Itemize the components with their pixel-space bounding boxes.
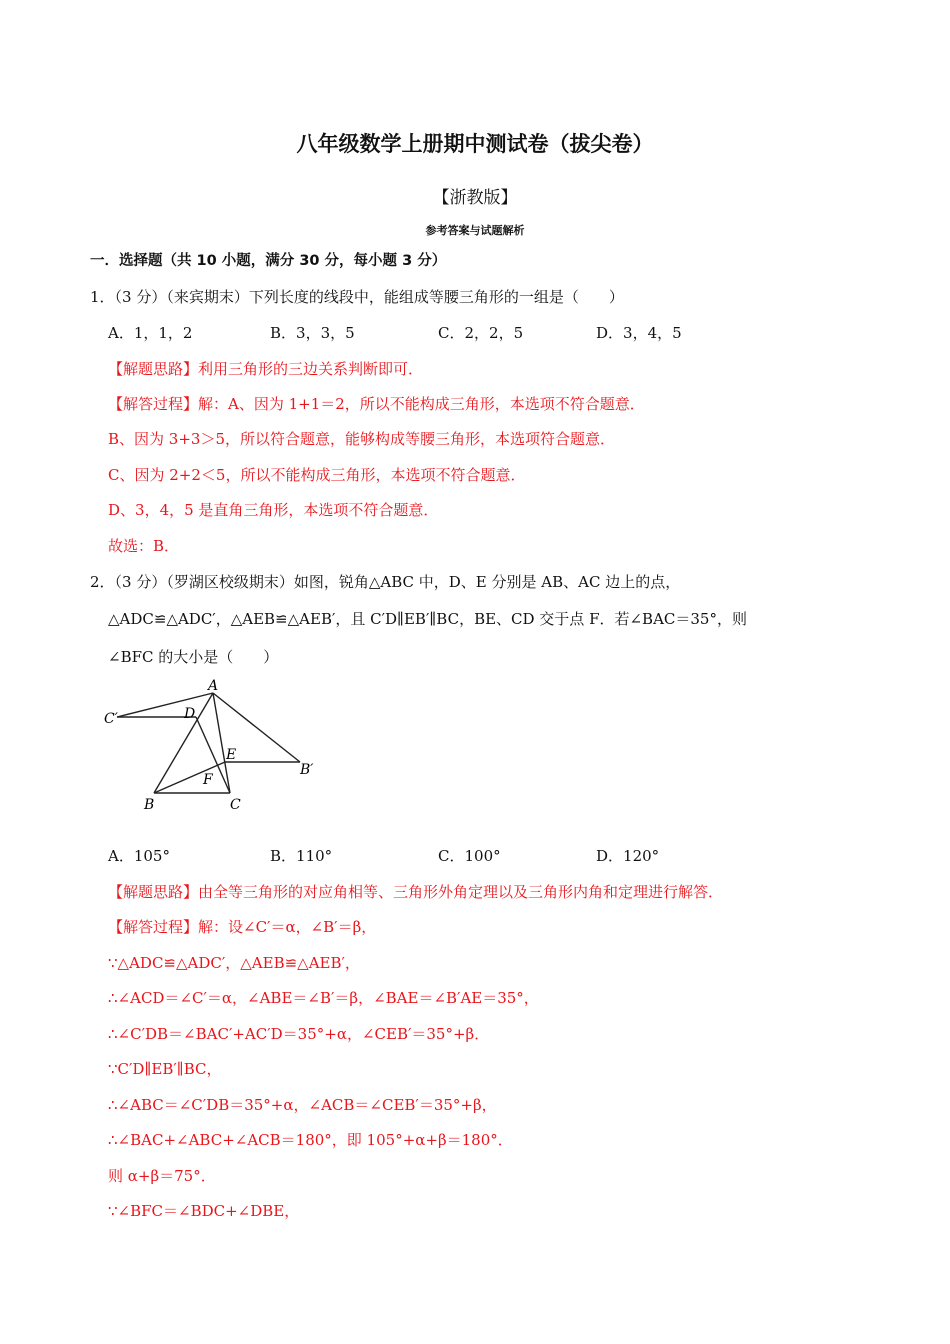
q2-option-d: D．120° [596, 847, 660, 865]
q2-analysis-line: 则 α+β＝75°． [108, 1167, 216, 1185]
q1-answer-line: 故选：B． [108, 537, 180, 555]
q1-analysis-line: 【解题思路】利用三角形的三边关系判断即可． [108, 360, 424, 378]
q1-analysis-line: D、3，4，5 是直角三角形，本选项不符合题意． [108, 501, 439, 519]
q2-option-b: B．110° [270, 847, 333, 865]
segment-cd [196, 717, 230, 793]
q2-analysis-line: 【解答过程】解：设∠C′＝α，∠B′＝β， [108, 918, 377, 936]
q2-analysis-line: ∵C′D∥EB′∥BC， [108, 1060, 222, 1078]
q1-option-a: A．1，1，2 [108, 324, 193, 342]
q2-geometry-figure [100, 675, 330, 820]
q2-stem-line: △ADC≌△ADC′，△AEB≌△AEB′，且 C′D∥EB′∥BC，BE、CD 交于点 F．若∠BAC＝35°，则 [108, 610, 747, 628]
q2-analysis-line: 【解题思路】由全等三角形的对应角相等、三角形外角定理以及三角形内角和定理进行解答． [108, 883, 724, 901]
q2-analysis-line: ∴∠C′DB＝∠BAC′+AC′D＝35°+α，∠CEB′＝35°+β． [108, 1025, 490, 1043]
q2-analysis-line: ∵∠BFC＝∠BDC+∠DBE， [108, 1202, 300, 1220]
q2-option-c: C．100° [438, 847, 501, 865]
q2-stem-line: ∠BFC 的大小是（ ） [108, 648, 279, 666]
answers-subheading: 参考答案与试题解析 [425, 224, 525, 237]
figure-label-f: F [203, 772, 213, 788]
q1-analysis-line: B、因为 3+3＞5，所以符合题意，能够构成等腰三角形，本选项符合题意． [108, 430, 615, 448]
q2-analysis-line: ∴∠ABC＝∠C′DB＝35°+α，∠ACB＝∠CEB′＝35°+β， [108, 1096, 497, 1114]
q1-analysis-line: C、因为 2+2＜5，所以不能构成三角形，本选项不符合题意． [108, 466, 526, 484]
segment-be [154, 762, 225, 793]
figure-label-b-prime: B′ [300, 762, 314, 778]
segment-ac [213, 693, 230, 793]
figure-label-d: D [184, 706, 196, 722]
q2-option-a: A．105° [108, 847, 170, 865]
q2-stem-line: 2．（3 分）（罗湖区校级期末）如图，锐角△ABC 中，D、E 分别是 AB、AC 边上的点， [90, 573, 681, 591]
figure-label-b: B [144, 797, 155, 813]
q2-analysis-line: ∴∠ACD＝∠C′＝α，∠ABE＝∠B′＝β，∠BAE＝∠B′AE＝35°， [108, 989, 539, 1007]
figure-label-c-prime: C′ [104, 711, 118, 727]
figure-label-a: A [208, 678, 219, 694]
q1-option-b: B．3，3，5 [270, 324, 355, 342]
q1-analysis-line: 【解答过程】解：A、因为 1+1＝2，所以不能构成三角形，本选项不符合题意． [108, 395, 645, 413]
document-title: 八年级数学上册期中测试卷（拔尖卷） [296, 132, 654, 156]
q1-stem: 1．（3 分）（来宾期末）下列长度的线段中，能组成等腰三角形的一组是（ ） [90, 288, 624, 306]
edition-label: 【浙教版】 [432, 188, 518, 208]
section-heading: 一．选择题（共 10 小题，满分 30 分，每小题 3 分） [90, 253, 447, 269]
segment-ac-prime [117, 693, 213, 717]
figure-label-e: E [226, 747, 237, 763]
q2-analysis-line: ∴∠BAC+∠ABC+∠ACB＝180°，即 105°+α+β＝180°． [108, 1131, 513, 1149]
q1-option-c: C．2，2，5 [438, 324, 524, 342]
q1-option-d: D．3，4，5 [596, 324, 682, 342]
figure-label-c: C [230, 797, 241, 813]
q2-analysis-line: ∵△ADC≌△ADC′，△AEB≌△AEB′， [108, 954, 360, 972]
